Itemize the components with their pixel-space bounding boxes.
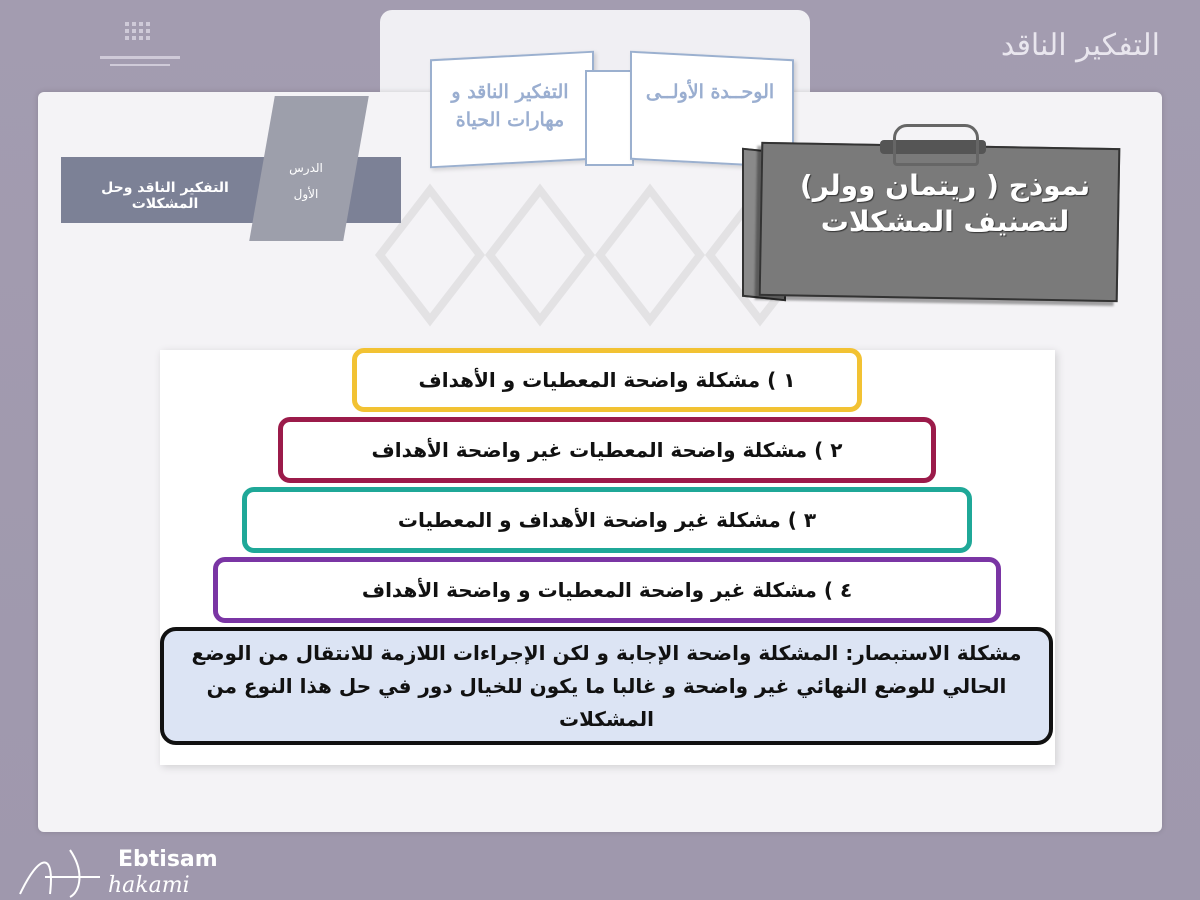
book-subject-text: التفكير الناقد و مهارات الحياة [451,81,569,131]
slide-title: التفكير الناقد [1000,28,1160,63]
binder-clip-icon [893,124,979,166]
book-unit-text: الوحــدة الأولــى [645,81,775,103]
problem-type-2: ٢ ) مشكلة واضحة المعطيات غير واضحة الأهداف [278,417,936,483]
svg-text:Ebtisam: Ebtisam [118,847,218,872]
lesson-tag-label: الدرس الأول [289,161,323,201]
lesson-title: التفكير الناقد وحل المشكلات [101,180,229,212]
signature-logo [10,842,270,900]
note-title: نموذج ( ريتمان وولر) لتصنيف المشكلات [799,169,1091,238]
ministry-logo [90,18,190,78]
problem-type-3: ٣ ) مشكلة غير واضحة الأهداف و المعطيات [242,487,972,553]
book-spine [585,70,634,166]
insight-problem: مشكلة الاستبصار: المشكلة واضحة الإجابة و لكن الإجراءات اللازمة للانتقال من الوضع الحالي للوضع النهائي غير واضحة و غالبا ما يكون للخيال دور في حل هذا النوع من المشكلات [160,627,1053,745]
svg-text:hakami: hakami [108,873,190,898]
problem-type-1: ١ ) مشكلة واضحة المعطيات و الأهداف [352,348,862,412]
problem-type-4: ٤ ) مشكلة غير واضحة المعطيات و واضحة الأهداف [213,557,1001,623]
